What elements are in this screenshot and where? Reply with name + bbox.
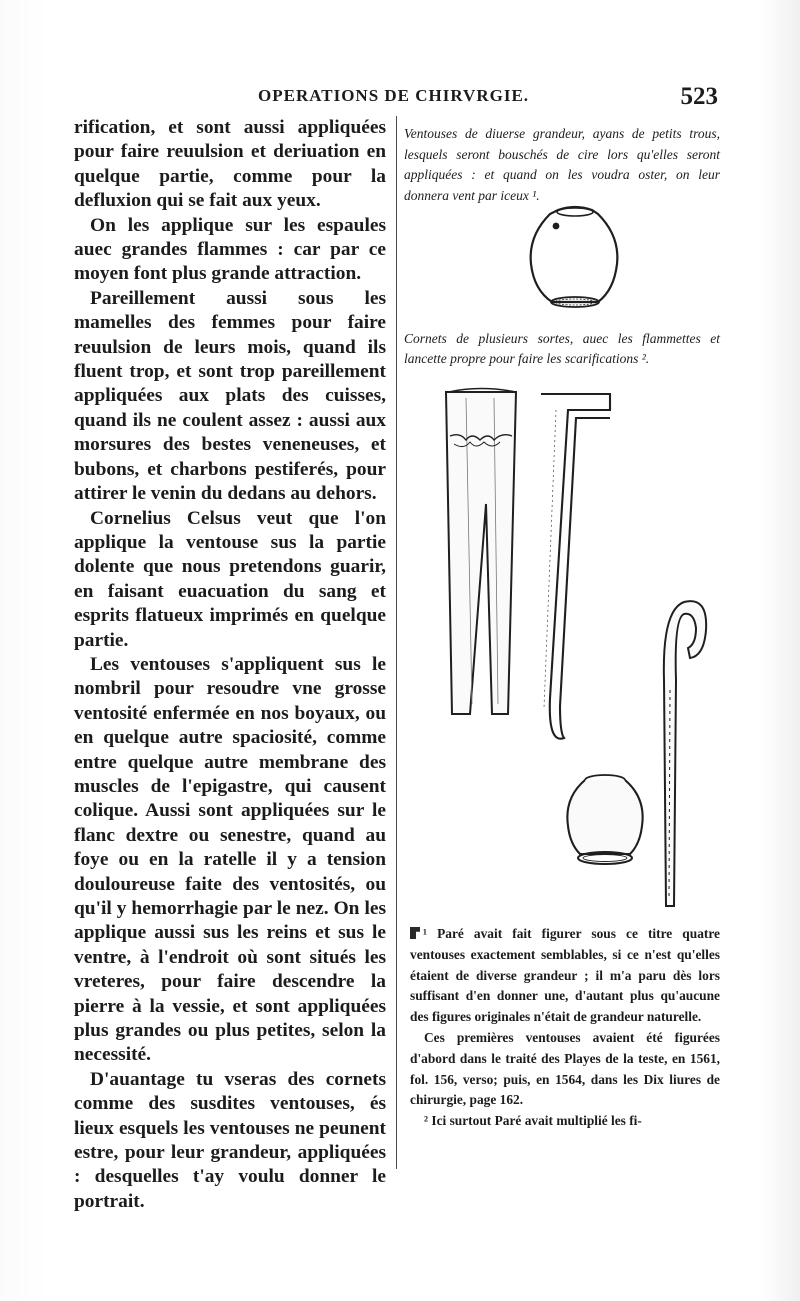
printer-mark-icon xyxy=(410,927,420,939)
footnote: ² Ici surtout Paré avait multiplié les fi- xyxy=(424,1113,642,1129)
figure-caption-ventouses: Ventouses de diuerse grandeur, ayans de petits trous, lesquels seront bouschés de cire lors qu'elles seront appliquées : et quand on les voudra oster, on leur donnera vent par iceux ¹. xyxy=(404,126,720,203)
left-column-text xyxy=(74,116,386,1214)
footnote-text: ¹ Paré avait fait figurer sous ce titre quatre ventouses exactement semblables, si ce n'est qu'elles étaient de diverse grandeur ; il m'a paru dès lors suffisant d'en donner une, d'autant plus qu'aucune des figures originales n'était de grandeur naturelle. xyxy=(410,926,720,1025)
figure-caption-cornets: Cornets de plusieurs sortes, auec les flammettes et lancette propre pour faire les scarifications ². xyxy=(404,331,720,366)
footnotes xyxy=(410,924,720,1132)
bottle-ventouse-illustration xyxy=(560,770,650,870)
page-number: 523 xyxy=(680,83,718,110)
curved-lancet-illustration xyxy=(536,388,616,748)
paragraph: rification, et sont aussi appliquées pour faire reuulsion et deriuation en quelque partie, comme pour la defluxion qui se fait aux yeux. xyxy=(74,117,386,212)
column-divider xyxy=(396,116,397,1169)
paragraph: Les ventouses s'appliquent sus le nombril pour resoudre vne grosse ventosité enfermée en nos boyaux, ou en quelque autre spaciosité, comme entre quelque autre membrane des muscles de l'epigastre, qui causent colique. Aussi sont appliquées sur le flanc dextre ou senestre, quand au foye ou en la ratelle il y a tension douloureuse faite des ventosités, ou qu'il y hemorrhagie par le nez. On les applique aussi sus les reins et sus le ventre, à l'endroit où sont situés les vreteres, pour faire descendre la pierre à la vessie, et sont appliquées plus grandes ou plus petites, selon la necessité. xyxy=(74,653,386,1066)
footnote xyxy=(410,924,720,1028)
hooked-cornet-illustration xyxy=(644,590,724,920)
paragraph: Pareillement aussi sous les mamelles des femmes pour faire reuulsion de leurs mois, quand ils fluent trop, et sont trop pareillement appliquées aux plats des cuisses, quand ils ne coulent assez : aussi aux morsures des bestes veneneuses, et bubons, et charbons pestiferés, pour attirer le venin du dedans au dehors. xyxy=(74,287,386,505)
footnote: Ces premières ventouses avaient été figurées d'abord dans le traité des Playes de la teste, en 1561, fol. 156, verso; puis, en 1564, dans les Dix liures de chirurgie, page 162. xyxy=(410,1029,720,1108)
running-title: OPERATIONS DE CHIRVRGIE. xyxy=(258,86,530,105)
horn-cornet-illustration xyxy=(436,384,526,724)
cupping-glass-illustration xyxy=(520,192,630,320)
paragraph: Cornelius Celsus veut que l'on applique la ventouse sus la partie dolente que nous pretendons guarir, en faisant euacuation du sang et esprits flatueux imprimés en quelque partie. xyxy=(74,507,386,651)
paragraph: D'auantage tu vseras des cornets comme des susdites ventouses, és lieux esquels les ventouses ne peunent estre, pour leur grandeur, appliquées : desquelles t'ay voulu donner le portrait. xyxy=(74,1068,386,1212)
paragraph: On les applique sur les espaules auec grandes flammes : car par ce moyen font plus grande attraction. xyxy=(74,214,386,285)
